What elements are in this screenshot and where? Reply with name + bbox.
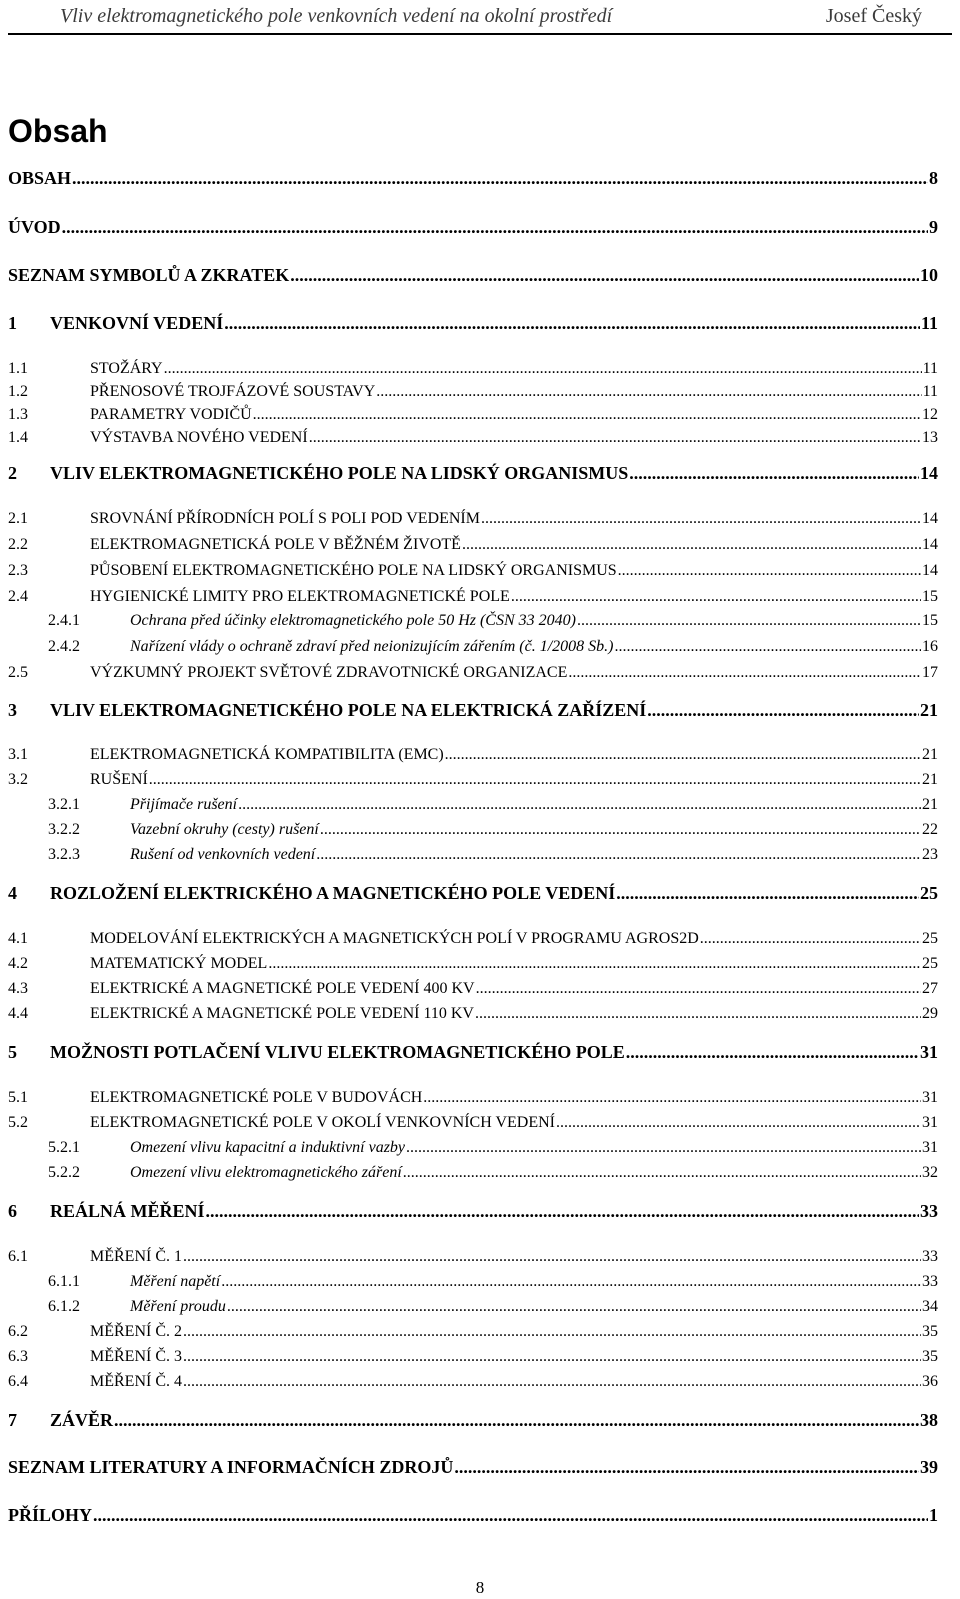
toc-entry-2-4[interactable]: [8, 588, 938, 606]
toc-entry-number: 2.4.1: [48, 612, 80, 629]
toc-entry-text: MODELOVÁNÍ ELEKTRICKÝCH A MAGNETICKÝCH POLÍ V PROGRAMU AGROS2D: [90, 930, 699, 947]
toc-entry-page: 31: [922, 1089, 938, 1106]
toc-entry-text: Omezení vlivu elektromagnetického záření: [130, 1164, 402, 1181]
toc-entry-page: 16: [922, 638, 938, 655]
toc-entry-uvod[interactable]: [8, 217, 938, 238]
toc-entry-page: 21: [922, 771, 938, 788]
toc-entry-number: 1.1: [8, 360, 28, 377]
toc-entry-1-1[interactable]: [8, 360, 938, 378]
toc-entry-text: ÚVOD: [8, 217, 61, 237]
toc-entry-number: 3.2.3: [48, 846, 80, 863]
toc-entry-text: ELEKTROMAGNETICKÉ POLE V BUDOVÁCH: [90, 1089, 423, 1106]
leader-dots: [221, 1273, 921, 1291]
leader-dots: [316, 846, 921, 864]
toc-entry-number: 6.1.2: [48, 1298, 80, 1315]
leader-dots: [647, 700, 919, 721]
toc-entry-text: Nařízení vlády o ochraně zdraví před neionizujícím zářením (č. 1/2008 Sb.): [130, 638, 614, 655]
leader-dots: [403, 1164, 921, 1182]
leader-dots: [616, 883, 919, 904]
header-title: Vliv elektromagnetického pole venkovních vedení na okolní prostředí: [60, 5, 613, 27]
leader-dots: [577, 612, 921, 630]
toc-entry-page: 21: [922, 746, 938, 763]
toc-entry-number: 6.1.1: [48, 1273, 80, 1290]
toc-entry-6-1[interactable]: [8, 1248, 938, 1266]
toc-entry-obsah[interactable]: [8, 168, 938, 189]
toc-entry-text: PARAMETRY VODIČŮ: [90, 406, 252, 423]
toc-entry-1-4[interactable]: [8, 429, 938, 447]
toc-entry-text: SEZNAM SYMBOLŮ A ZKRATEK: [8, 265, 290, 285]
leader-dots: [618, 562, 921, 580]
toc-entry-number: 2.5: [8, 664, 28, 681]
toc-entry-number: 3.2: [8, 771, 28, 788]
leader-dots: [320, 821, 921, 839]
toc-entry-number: 4.4: [8, 1005, 28, 1022]
toc-entry-number: 6: [8, 1201, 17, 1221]
leader-dots: [406, 1139, 921, 1157]
toc-entry-page: 29: [922, 1005, 938, 1022]
toc-entry-3-1[interactable]: [8, 746, 938, 764]
leader-dots: [556, 1114, 921, 1132]
toc-entry-2[interactable]: [8, 463, 938, 484]
leader-dots: [476, 980, 921, 998]
toc-entry-text: Vazební okruhy (cesty) rušení: [130, 821, 319, 838]
toc-entry-number: 6.2: [8, 1323, 28, 1340]
toc-entry-page: 14: [922, 510, 938, 527]
toc-entry-number: 6.1: [8, 1248, 28, 1265]
toc-entry-page: 35: [922, 1323, 938, 1340]
toc-entry-5-2-1[interactable]: [8, 1139, 938, 1157]
toc-entry-number: 2.4: [8, 588, 28, 605]
leader-dots: [183, 1323, 921, 1341]
toc-entry-2-5[interactable]: [8, 664, 938, 682]
toc-entry-number: 2.4.2: [48, 638, 80, 655]
toc-entry-page: 14: [920, 463, 938, 483]
toc-entry-text: HYGIENICKÉ LIMITY PRO ELEKTROMAGNETICKÉ POLE: [90, 588, 510, 605]
toc-entry-text: SEZNAM LITERATURY A INFORMAČNÍCH ZDROJŮ: [8, 1457, 454, 1477]
toc-entry-page: 15: [922, 588, 938, 605]
toc-entry-text: OBSAH: [8, 168, 72, 188]
toc-entry-page: 1: [929, 1505, 938, 1525]
leader-dots: [423, 1089, 921, 1107]
toc-entry-text: ELEKTROMAGNETICKÉ POLE V OKOLÍ VENKOVNÍCH VEDENÍ: [90, 1114, 555, 1131]
leader-dots: [238, 796, 921, 814]
leader-dots: [164, 360, 922, 378]
toc-entry-text: Měření proudu: [130, 1298, 226, 1315]
toc-entry-page: 38: [920, 1410, 938, 1430]
toc-entry-text: Přijímače rušení: [130, 796, 238, 813]
toc-entry-page: 15: [922, 612, 938, 629]
toc-entry-2-1[interactable]: [8, 510, 938, 528]
toc-title: Obsah: [8, 113, 108, 149]
toc-entry-7[interactable]: [8, 1410, 938, 1431]
toc-entry-3-2[interactable]: [8, 771, 938, 789]
toc-entry-text: MATEMATICKÝ MODEL: [90, 955, 268, 972]
toc-entry-page: 21: [920, 700, 938, 720]
toc-entry-4-2[interactable]: [8, 955, 938, 973]
toc-entry-3[interactable]: [8, 700, 938, 721]
toc-entry-3-2-3[interactable]: [8, 846, 938, 864]
toc-entry-number: 3.2.2: [48, 821, 80, 838]
toc-entry-literatura[interactable]: [8, 1457, 938, 1478]
toc-entry-text: MOŽNOSTI POTLAČENÍ VLIVU ELEKTROMAGNETICKÉHO POLE: [50, 1042, 625, 1062]
toc-entry-3-2-1[interactable]: [8, 796, 938, 814]
toc-entry-number: 2.1: [8, 510, 28, 527]
toc-entry-5-2[interactable]: [8, 1114, 938, 1132]
toc-entry-number: 7: [8, 1410, 17, 1430]
leader-dots: [700, 930, 921, 948]
leader-dots: [376, 383, 921, 401]
leader-dots: [568, 664, 921, 682]
toc-entry-page: 31: [922, 1114, 938, 1131]
toc-entry-page: 13: [922, 429, 938, 446]
toc-entry-text: ROZLOŽENÍ ELEKTRICKÉHO A MAGNETICKÉHO POLE VEDENÍ: [50, 883, 616, 903]
leader-dots: [62, 217, 928, 238]
toc-entry-text: Ochrana před účinky elektromagnetického pole 50 Hz (ČSN 33 2040): [130, 612, 576, 629]
toc-entry-page: 11: [922, 383, 938, 400]
toc-entry-number: 4.2: [8, 955, 28, 972]
toc-entry-text: MĚŘENÍ Č. 2: [90, 1323, 182, 1340]
toc-entry-2-4-2[interactable]: [8, 638, 938, 656]
toc-entry-number: 2: [8, 463, 17, 483]
toc-entry-page: 33: [922, 1273, 938, 1290]
leader-dots: [626, 1042, 919, 1063]
leader-dots: [72, 168, 928, 189]
toc-entry-text: VÝZKUMNÝ PROJEKT SVĚTOVÉ ZDRAVOTNICKÉ ORGANIZACE: [90, 664, 568, 681]
toc-entry-text: Měření napětí: [130, 1273, 221, 1290]
toc-entry-text: ELEKTROMAGNETICKÁ POLE V BĚŽNÉM ŽIVOTĚ: [90, 536, 461, 553]
toc-entry-number: 5.2.2: [48, 1164, 80, 1181]
toc-entry-1-2[interactable]: [8, 383, 938, 401]
toc-entry-number: 5.2: [8, 1114, 28, 1131]
toc-entry-page: 31: [920, 1042, 938, 1062]
toc-entry-4[interactable]: [8, 883, 938, 904]
toc-entry-6-2[interactable]: [8, 1323, 938, 1341]
leader-dots: [475, 1005, 921, 1023]
toc-entry-page: 9: [929, 217, 938, 237]
toc-entry-6-4[interactable]: [8, 1373, 938, 1391]
toc-entry-number: 3.1: [8, 746, 28, 763]
toc-entry-number: 4.1: [8, 930, 28, 947]
toc-entry-text: ZÁVĚR: [50, 1410, 114, 1430]
leader-dots: [183, 1373, 921, 1391]
leader-dots: [454, 1457, 919, 1478]
leader-dots: [183, 1248, 921, 1266]
leader-dots: [114, 1410, 919, 1431]
toc-entry-seznam-symbolu[interactable]: [8, 265, 938, 286]
toc-entry-6-3[interactable]: [8, 1348, 938, 1366]
toc-entry-page: 12: [922, 406, 938, 423]
toc-entry-page: 27: [922, 980, 938, 997]
toc-entry-6-1-1[interactable]: [8, 1273, 938, 1291]
toc-entry-page: 22: [922, 821, 938, 838]
leader-dots: [206, 1201, 919, 1222]
toc-entry-number: 1.3: [8, 406, 28, 423]
toc-entry-5[interactable]: [8, 1042, 938, 1063]
leader-dots: [227, 1298, 921, 1316]
header-rule: [8, 33, 952, 35]
leader-dots: [445, 746, 921, 764]
toc-entry-text: PŮSOBENÍ ELEKTROMAGNETICKÉHO POLE NA LIDSKÝ ORGANISMUS: [90, 562, 617, 579]
toc-entry-text: ELEKTRICKÉ A MAGNETICKÉ POLE VEDENÍ 110 KV: [90, 1005, 474, 1022]
toc-entry-number: 4: [8, 883, 17, 903]
toc-entry-number: 3.2.1: [48, 796, 80, 813]
toc-entry-4-3[interactable]: [8, 980, 938, 998]
toc-entry-page: 11: [922, 360, 938, 377]
toc-entry-text: RUŠENÍ: [90, 771, 148, 788]
toc-entry-page: 23: [922, 846, 938, 863]
toc-entry-6[interactable]: [8, 1201, 938, 1222]
toc-entry-text: REÁLNÁ MĚŘENÍ: [50, 1201, 205, 1221]
toc-entry-text: VENKOVNÍ VEDENÍ: [50, 313, 224, 333]
toc-entry-number: 2.2: [8, 536, 28, 553]
toc-entry-page: 25: [920, 883, 938, 903]
toc-entry-page: 25: [922, 955, 938, 972]
toc-entry-prilohy[interactable]: [8, 1505, 938, 1526]
toc-entry-number: 4.3: [8, 980, 28, 997]
toc-entry-text: PŘÍLOHY: [8, 1505, 93, 1525]
toc-entry-6-1-2[interactable]: [8, 1298, 938, 1316]
toc-entry-page: 33: [920, 1201, 938, 1221]
header-author: Josef Český: [825, 5, 922, 27]
toc-entry-1[interactable]: [8, 313, 938, 334]
toc-entry-text: Omezení vlivu kapacitní a induktivní vazby: [130, 1139, 406, 1156]
leader-dots: [290, 265, 919, 286]
toc-entry-page: 33: [922, 1248, 938, 1265]
leader-dots: [481, 510, 921, 528]
toc-entry-text: ELEKTROMAGNETICKÁ KOMPATIBILITA (EMC): [90, 746, 444, 763]
toc-entry-1-3[interactable]: [8, 406, 938, 424]
toc-entry-2-2[interactable]: [8, 536, 938, 554]
leader-dots: [615, 638, 922, 656]
toc-entry-number: 5.2.1: [48, 1139, 80, 1156]
toc-entry-page: 25: [922, 930, 938, 947]
toc-entry-text: Rušení od venkovních vedení: [130, 846, 316, 863]
leader-dots: [309, 429, 921, 447]
toc-entry-page: 21: [922, 796, 938, 813]
toc-entry-number: 1.2: [8, 383, 28, 400]
toc-entry-3-2-2[interactable]: [8, 821, 938, 839]
toc-entry-number: 5.1: [8, 1089, 28, 1106]
toc-entry-5-2-2[interactable]: [8, 1164, 938, 1182]
leader-dots: [253, 406, 921, 424]
toc-entry-page: 10: [920, 265, 938, 285]
toc-entry-number: 6.3: [8, 1348, 28, 1365]
leader-dots: [93, 1505, 928, 1526]
leader-dots: [149, 771, 921, 789]
toc-entry-text: STOŽÁRY: [90, 360, 163, 377]
toc-entry-text: MĚŘENÍ Č. 3: [90, 1348, 182, 1365]
toc-entry-5-1[interactable]: [8, 1089, 938, 1107]
toc-entry-page: 31: [922, 1139, 938, 1156]
toc-entry-2-3[interactable]: [8, 562, 938, 580]
toc-entry-page: 35: [922, 1348, 938, 1365]
leader-dots: [629, 463, 919, 484]
toc-entry-page: 17: [922, 664, 938, 681]
toc-entry-text: ELEKTRICKÉ A MAGNETICKÉ POLE VEDENÍ 400 KV: [90, 980, 475, 997]
toc-entry-number: 6.4: [8, 1373, 28, 1390]
toc-entry-page: 14: [922, 536, 938, 553]
toc-entry-text: MĚŘENÍ Č. 1: [90, 1248, 182, 1265]
page-header: [0, 0, 960, 30]
toc-entry-page: 34: [922, 1298, 938, 1315]
toc-entry-number: 1: [8, 313, 17, 333]
leader-dots: [462, 536, 921, 554]
toc-entry-page: 11: [920, 313, 938, 333]
toc-entry-text: VÝSTAVBA NOVÉHO VEDENÍ: [90, 429, 308, 446]
toc-entry-page: 8: [929, 168, 938, 188]
toc-entry-page: 36: [922, 1373, 938, 1390]
toc-entry-page: 14: [922, 562, 938, 579]
leader-dots: [183, 1348, 921, 1366]
toc-entry-number: 2.3: [8, 562, 28, 579]
leader-dots: [511, 588, 921, 606]
toc-entry-2-4-1[interactable]: [8, 612, 938, 630]
toc-entry-number: 5: [8, 1042, 17, 1062]
toc-entry-number: 3: [8, 700, 17, 720]
page-number: 8: [475, 1578, 485, 1597]
toc-entry-text: VLIV ELEKTROMAGNETICKÉHO POLE NA LIDSKÝ ORGANISMUS: [50, 463, 629, 483]
leader-dots: [268, 955, 921, 973]
toc-entry-text: PŘENOSOVÉ TROJFÁZOVÉ SOUSTAVY: [90, 383, 376, 400]
toc-entry-4-1[interactable]: [8, 930, 938, 948]
toc-entry-text: VLIV ELEKTROMAGNETICKÉHO POLE NA ELEKTRICKÁ ZAŘÍZENÍ: [50, 700, 647, 720]
leader-dots: [224, 313, 920, 334]
toc-entry-number: 1.4: [8, 429, 28, 446]
toc-entry-text: SROVNÁNÍ PŘÍRODNÍCH POLÍ S POLI POD VEDENÍM: [90, 510, 480, 527]
toc-entry-text: MĚŘENÍ Č. 4: [90, 1373, 182, 1390]
toc-entry-page: 39: [920, 1457, 938, 1477]
toc-entry-4-4[interactable]: [8, 1005, 938, 1023]
toc-entry-page: 32: [922, 1164, 938, 1181]
